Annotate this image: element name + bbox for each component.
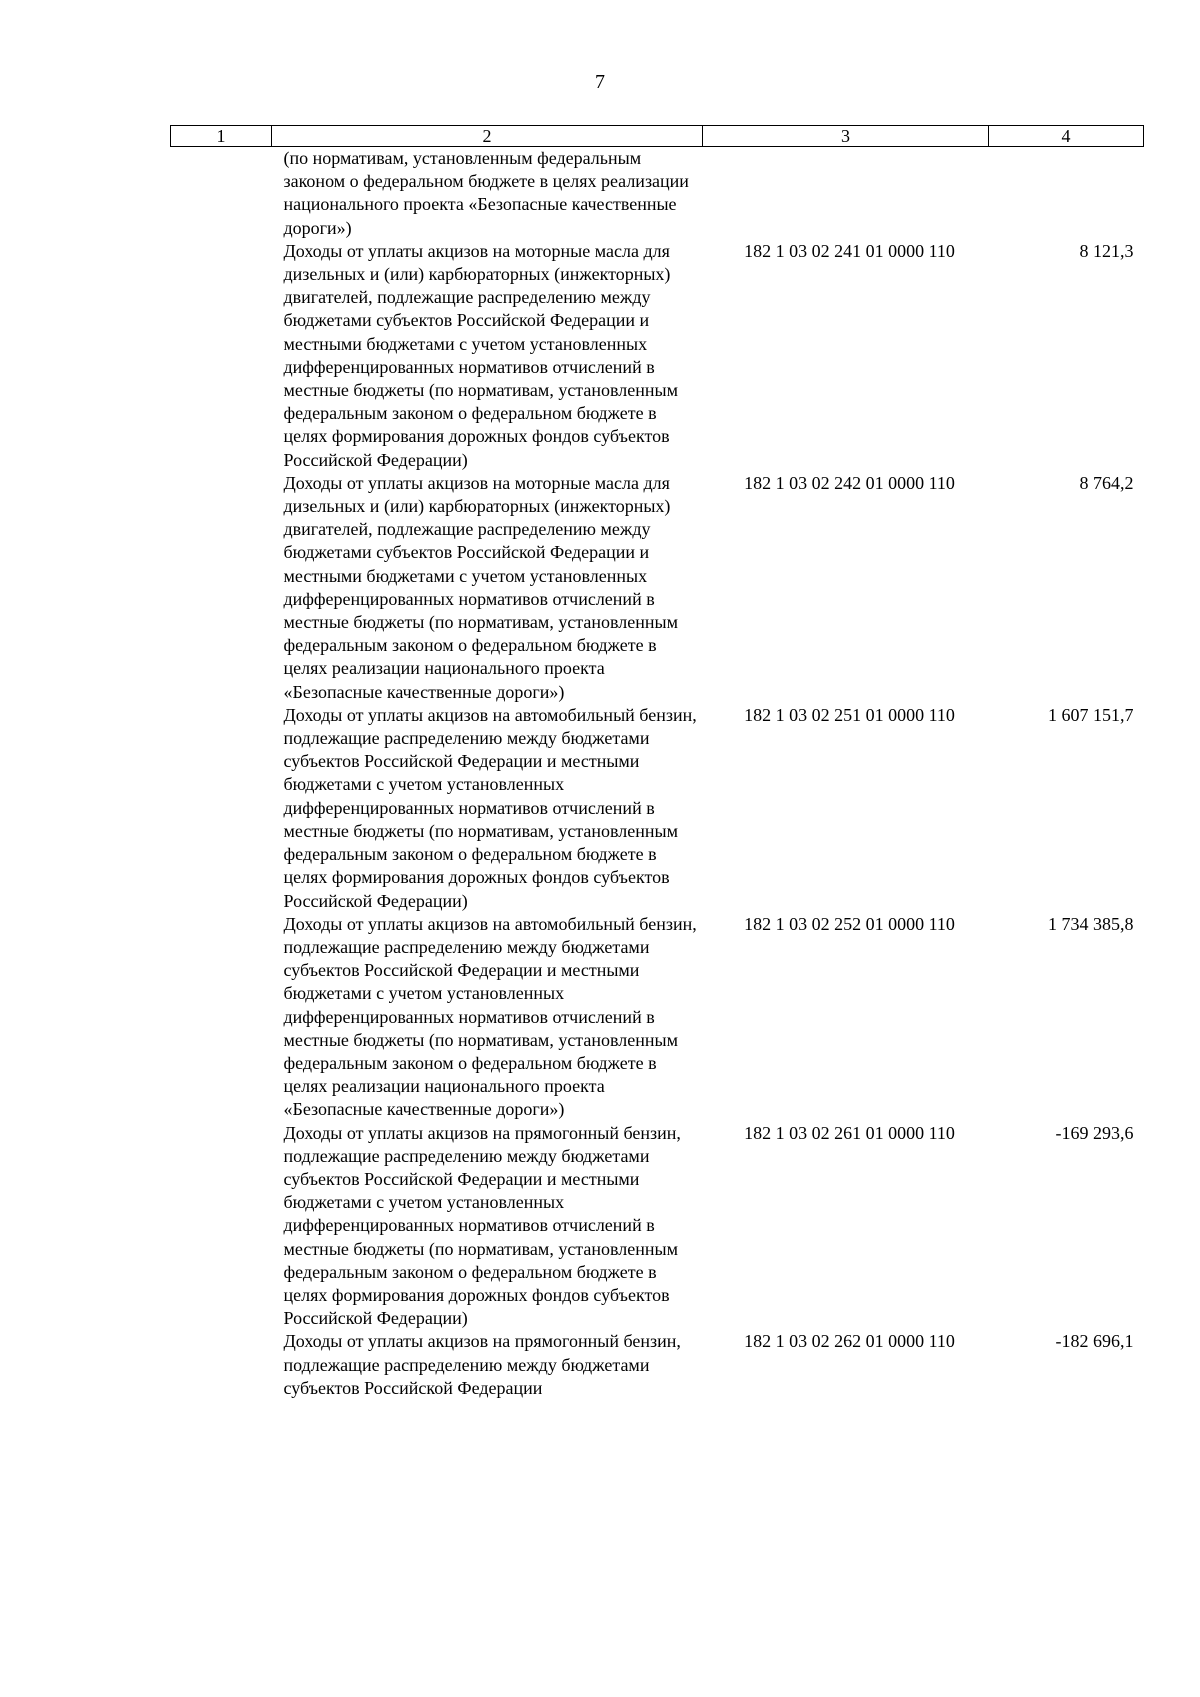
table-header xyxy=(171,126,1144,147)
row-description: Доходы от уплаты акцизов на прямогонный бензин, подлежащие распределению между бюджетами субъектов Российской Федерации и местными бюджетами с учетом установленных дифференцированных нормативов отчислений в местные бюджеты (по нормативам, установленным федеральным законом о федеральном бюджете в целях формирования дорожных фондов субъектов Российской Федерации) xyxy=(283,1122,681,1329)
row-code: 182 1 03 02 251 01 0000 110 xyxy=(744,704,955,725)
row-number-cell xyxy=(171,913,272,1122)
table-row xyxy=(171,1330,1144,1400)
row-number-cell xyxy=(171,1122,272,1331)
row-number-cell xyxy=(171,472,272,704)
header-col-4: 4 xyxy=(989,126,1144,147)
row-number-cell xyxy=(171,1330,272,1400)
row-amount: 1 607 151,7 xyxy=(1048,704,1134,725)
table-row xyxy=(171,913,1144,1122)
table-body xyxy=(171,147,1144,1400)
header-col-3: 3 xyxy=(703,126,989,147)
table-row xyxy=(171,704,1144,913)
row-description: Доходы от уплаты акцизов на автомобильный бензин, подлежащие распределению между бюджетами субъектов Российской Федерации и местными бюджетами с учетом установленных дифференцированных нормативов отчислений в местные бюджеты (по нормативам, установленным федеральным законом о федеральном бюджете в целях реализации национального проекта «Безопасные качественные дороги») xyxy=(283,913,697,1120)
header-row xyxy=(171,126,1144,147)
row-amount: 8 764,2 xyxy=(1079,472,1134,493)
row-number-cell xyxy=(171,147,272,240)
table-row xyxy=(171,240,1144,472)
row-amount: -182 696,1 xyxy=(1055,1331,1134,1352)
row-amount: -169 293,6 xyxy=(1055,1122,1134,1143)
row-amount: 1 734 385,8 xyxy=(1048,913,1134,934)
row-description: Доходы от уплаты акцизов на моторные масла для дизельных и (или) карбюраторных (инжекторных) двигателей, подлежащие распределению между бюджетами субъектов Российской Федерации и местными бюджетами с учетом установленных дифференцированных нормативов отчислений в местные бюджеты (по нормативам, установленным федеральным законом о федеральном бюджете в целях формирования дорожных фондов субъектов Российской Федерации) xyxy=(283,240,678,470)
header-col-1: 1 xyxy=(171,126,272,147)
row-description: Доходы от уплаты акцизов на прямогонный бензин, подлежащие распределению между бюджетами субъектов Российской Федерации xyxy=(283,1331,681,1398)
row-description: Доходы от уплаты акцизов на моторные масла для дизельных и (или) карбюраторных (инжекторных) двигателей, подлежащие распределению между бюджетами субъектов Российской Федерации и местными бюджетами с учетом установленных дифференцированных нормативов отчислений в местные бюджеты (по нормативам, установленным федеральным законом о федеральном бюджете в целях реализации национального проекта «Безопасные качественные дороги») xyxy=(283,472,678,702)
table-row xyxy=(171,472,1144,704)
revenue-table xyxy=(170,125,1144,1400)
table-row xyxy=(171,147,1144,240)
row-code: 182 1 03 02 242 01 0000 110 xyxy=(744,472,955,493)
page-number: 7 xyxy=(595,71,605,93)
row-number-cell xyxy=(171,240,272,472)
header-col-2: 2 xyxy=(272,126,703,147)
row-code xyxy=(703,147,989,240)
row-code: 182 1 03 02 262 01 0000 110 xyxy=(744,1331,955,1352)
row-description: Доходы от уплаты акцизов на автомобильный бензин, подлежащие распределению между бюджетами субъектов Российской Федерации и местными бюджетами с учетом установленных дифференцированных нормативов отчислений в местные бюджеты (по нормативам, установленным федеральным законом о федеральном бюджете в целях формирования дорожных фондов субъектов Российской Федерации) xyxy=(283,704,697,911)
row-code: 182 1 03 02 252 01 0000 110 xyxy=(744,913,955,934)
row-code: 182 1 03 02 241 01 0000 110 xyxy=(744,240,955,261)
row-amount: 8 121,3 xyxy=(1079,240,1134,261)
table-row xyxy=(171,1122,1144,1331)
row-code: 182 1 03 02 261 01 0000 110 xyxy=(744,1122,955,1143)
row-description: (по нормативам, установленным федеральным законом о федеральном бюджете в целях реализации национального проекта «Безопасные качественные дороги») xyxy=(283,148,689,238)
row-number-cell xyxy=(171,704,272,913)
row-amount xyxy=(989,147,1144,240)
